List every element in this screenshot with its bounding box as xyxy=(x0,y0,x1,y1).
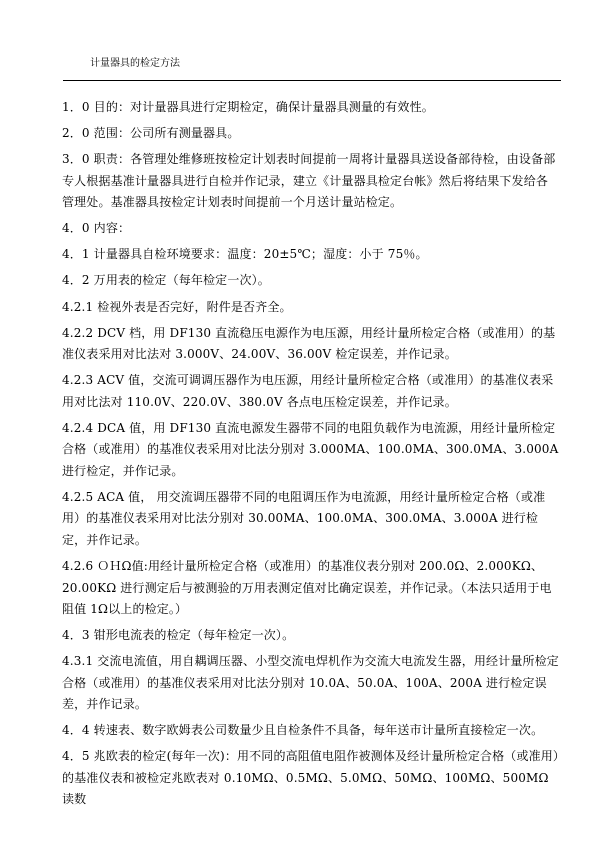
paragraph-clamp-heading: 4．3 钳形电流表的检定（每年检定一次）。 xyxy=(62,628,295,643)
paragraph-content-heading: 4．0 内容： xyxy=(62,221,131,236)
paragraph-tachometer: 4．4 转速表、数字欧姆表公司数量少且自检条件不具备，每年送市计量所直接检定一次。 xyxy=(62,723,544,738)
paragraph-multimeter-inspect: 4.2.1 检视外表是否完好，附件是否齐全。 xyxy=(62,299,292,314)
paragraph-environment: 4．1 计量器具自检环境要求：温度：20±5℃；湿度：小于 75％。 xyxy=(62,247,428,262)
paragraph-ohm: 4.2.6 ＯＨΩ值:用经计量所检定合格（或准用）的基准仪表分别对 200.0Ω、2.000KΩ、20.00KΩ 进行测定后与被测验的万用表测定值对比确定误差，并作记录。（本法只适用于电阻值 1Ω以上的检定。） xyxy=(62,559,552,617)
document-body xyxy=(62,97,560,816)
paragraph-multimeter-heading: 4．2 万用表的检定（每年检定一次）。 xyxy=(62,273,270,288)
page-header-title: 计量器具的检定方法 xyxy=(90,58,180,69)
paragraph-scope: 2．0 范围：公司所有测量器具。 xyxy=(62,126,240,141)
header-divider xyxy=(63,80,561,81)
paragraph-responsibilities: 3．0 职责：各管理处维修班按检定计划表时间提前一周将计量器具送设备部待检，由设备部专人根据基准计量器具进行自检并作记录，建立《计量器具检定台帐》然后将结果下发给各管理处。基准器具按检定计划表时间提前一个月送计量站检定。 xyxy=(62,152,556,210)
paragraph-dcv: 4.2.2 DCV 档，用 DF130 直流稳压电源作为电压源，用经计量所检定合格（或准用）的基准仪表采用对比法对 3.000V、24.00V、36.00V 检定误差，并作记录。 xyxy=(62,325,556,362)
paragraph-aca: 4.2.5 ACA 值， 用交流调压器带不同的电阻调压作为电流源，用经计量所检定合格（或准用）的基准仪表采用对比法分别对 30.00MA、100.0MA、300.0MA、3.000A 进行检定，并作记录。 xyxy=(62,489,546,547)
paragraph-acv: 4.2.3 ACV 值，交流可调调压器作为电压源，用经计量所检定合格（或准用）的基准仪表采用对比法对 110.0V、220.0V、380.0V 各点电压检定误差，并作记录。 xyxy=(62,373,554,409)
paragraph-dca: 4.2.4 DCA 值，用 DF130 直流电源发生器带不同的电阻负载作为电流源，用经计量所检定合格（或准用）的基准仪表采用对比法分别对 3.000MA、100.0MA、300.0MA、3.000A 进行检定，并作记录。 xyxy=(62,420,559,478)
paragraph-megohmmeter: 4．5 兆欧表的检定(每年一次)：用不同的高阻值电阻作被测体及经计量所检定合格（或准用）的基准仪表和被检定兆欧表对 0.10MΩ、0.5MΩ、5.0MΩ、50MΩ、100MΩ、500MΩ读数 xyxy=(62,749,560,807)
paragraph-purpose: 1．0 目的：对计量器具进行定期检定，确保计量器具测量的有效性。 xyxy=(62,100,434,114)
paragraph-clamp-ac: 4.3.1 交流电流值，用自耦调压器、小型交流电焊机作为交流大电流发生器，用经计量所检定合格（或准用）的基准仪表采用对比法分别对 10.0A、50.0A、100A、200A 进行检定误差，并作记录。 xyxy=(62,654,559,712)
